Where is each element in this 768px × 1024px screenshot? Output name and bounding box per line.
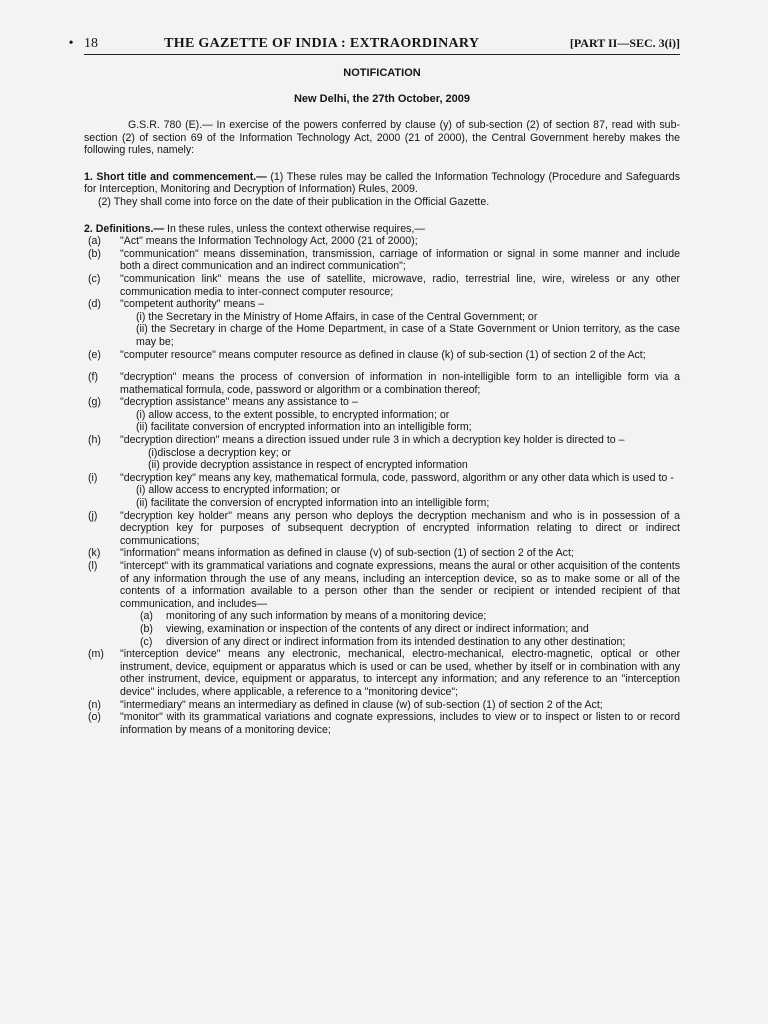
- definition-o: (o) "monitor" with its grammatical variations and cognate expressions, includes to view or to inspect or listen to or record information by means of a monitoring device;: [88, 711, 680, 736]
- definition-c: (c) "communication link" means the use of satellite, microwave, radio, terrestrial line, wire, wireless or any other communication media to inter-connect computer resource;: [88, 272, 680, 298]
- definition-a: (a) "Act" means the Information Technology Act, 2000 (21 of 2000);: [88, 235, 418, 248]
- definition-i: (i) "decryption key" means any key, mathematical formula, code, password, algorithm or any other data which is used to - (i) allow access to encrypted information; or (ii) facilitate the conversion of encrypted information into an intelligible form;: [84, 472, 680, 510]
- definition-m: (m) "interception device" means any electronic, mechanical, electro-mechanical, electro-magnetic, optical or other instrument, device, equipment or apparatus which is used or can be used, whether by itself or in combination with any other instrument, device, equipment or apparatus, to intercept any information; and any reference to an "interception device" includes, where applicable, a reference to a "monitoring device";: [88, 648, 680, 698]
- definition-g-i: (i) allow access, to the extent possible, to encrypted information; or: [136, 408, 450, 421]
- definition-h-i: (i)disclose a decryption key; or: [148, 446, 292, 459]
- notification-heading: NOTIFICATION: [343, 67, 421, 79]
- definition-n: (n) "intermediary" means an intermediary as defined in clause (w) of sub-section (1) of section 2 of the Act;: [88, 698, 603, 711]
- definition-l-c: (c) diversion of any direct or indirect information from its intended destination to any other destination;: [140, 635, 626, 648]
- definition-h-ii: (ii) provide decryption assistance in respect of encrypted information: [148, 459, 468, 472]
- commencement-clause: (2) They shall come into force on the date of their publication in the Official Gazette.: [98, 195, 490, 208]
- definition-k: (k) "information" means information as defined in clause (v) of sub-section (1) of section 2 of the Act;: [88, 547, 574, 560]
- date-line: New Delhi, the 27th October, 2009: [293, 93, 471, 105]
- definition-i-i: (i) allow access to encrypted information; or: [136, 484, 341, 497]
- short-title-text: (1) These rules may be called the Information Technology (Procedure and Safeguards for Interception, Monitoring and Decryption of Information) Rules, 2009.: [84, 170, 680, 196]
- definition-i-ii: (ii) facilitate the conversion of encrypted information into an intelligible form;: [136, 497, 490, 510]
- definition-l-a: (a) monitoring of any such information by means of a monitoring device;: [140, 610, 487, 623]
- definitions-heading: [84, 223, 680, 236]
- gazette-title: THE GAZETTE OF INDIA : EXTRAORDINARY: [164, 36, 480, 51]
- definition-l: (l) "intercept" with its grammatical variations and cognate expressions, means the aural or other acquisition of the contents of any information through the use of any means, including an interception device, so as to make some or all of the contents of a information available to a person other than the sender or recipient or intended recipient of that communication, and includes— (a) monitoring of any such information by means of a monitoring device; (b) viewing, examination or inspection of the contents of any direct or indirect information; and (c) diversion of any direct or indirect information from its intended destination to any other destination;: [88, 560, 680, 648]
- definition-e: (e) "computer resource" means computer resource as defined in clause (k) of sub-section (1) of section 2 of the Act;: [88, 348, 646, 361]
- short-title-lead: 1. Short title and commencement.—: [84, 170, 267, 183]
- definition-b: (b) "communication" means dissemination, transmission, carriage of information or signal in some manner and include both a direct communication and an indirect communication";: [88, 247, 680, 273]
- definitions-text: In these rules, unless the context otherwise requires,—: [164, 222, 425, 235]
- part-section: [PART II—SEC. 3(i)]: [569, 36, 680, 50]
- header-dot: •: [68, 36, 74, 51]
- definition-d: (d) "competent authority" means – (i) the Secretary in the Ministry of Home Affairs, in case of the Central Government; or (ii) the Secretary in charge of the Home Department, in case of a State Government or Union territory, as the case may be;: [88, 298, 680, 348]
- short-title-section: [84, 171, 680, 196]
- definition-h: (h) "decryption direction" means a direction issued under rule 3 in which a decryption key holder is directed to – (i)disclose a decryption key; or (ii) provide decryption assistance in respect of encrypted information: [84, 434, 680, 472]
- intro-paragraph: G.S.R. 780 (E).— In exercise of the powers conferred by clause (y) of sub-section (2) of section 87, read with sub-section (2) of section 69 of the Information Technology Act, 2000 (21 of 2000), the Central Government hereby makes the following rules, namely:: [84, 119, 680, 157]
- definition-d-i: (i) the Secretary in the Ministry of Home Affairs, in case of the Central Government; or: [136, 310, 538, 323]
- definition-g: (g) "decryption assistance" means any assistance to – (i) allow access, to the extent possible, to encrypted information; or (ii) facilitate conversion of encrypted information into an intelligible form;: [84, 396, 680, 434]
- page-number: 18: [84, 36, 98, 51]
- definition-f: (f) "decryption" means the process of conversion of information in non-intelligible form to an intelligible form via a mathematical formula, code, password or algorithm or a combination thereof;: [88, 371, 680, 396]
- definition-l-b: (b) viewing, examination or inspection of the contents of any direct or indirect information; and: [140, 622, 589, 635]
- definition-d-ii: (ii) the Secretary in charge of the Home Department, in case of a State Government or Union territory, as the case may be;: [136, 323, 680, 348]
- definitions-lead: 2. Definitions.—: [84, 222, 165, 235]
- definition-j: (j) "decryption key holder" means any person who deploys the decryption mechanism and who is in possession of a decryption key for purposes of subsequent decryption of encrypted information relating to direct or indirect communications;: [88, 509, 680, 547]
- definition-g-ii: (ii) facilitate conversion of encrypted information into an intelligible form;: [136, 421, 472, 434]
- page-header: [68, 36, 680, 55]
